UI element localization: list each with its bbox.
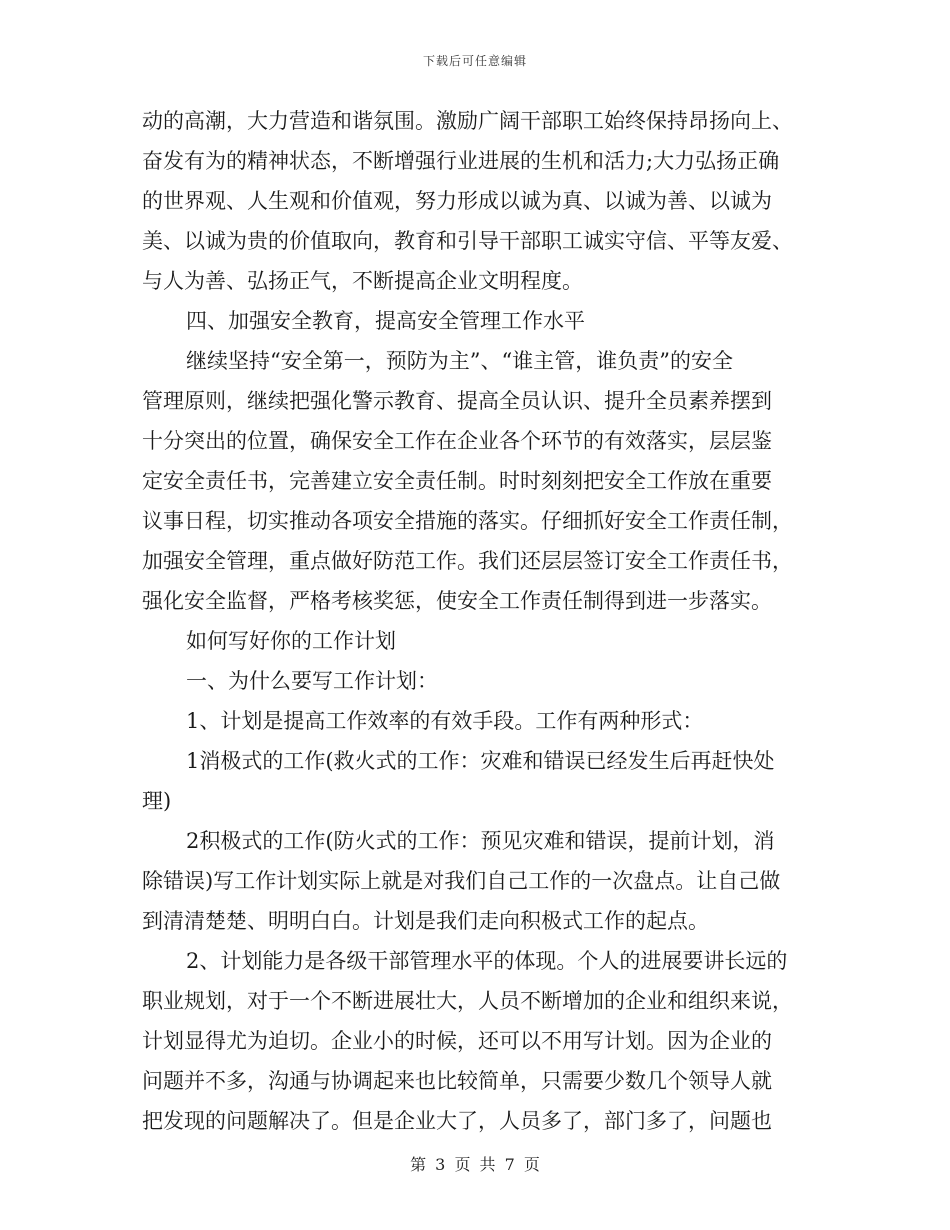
text-line: 与人为善、弘扬正气，不断提高企业文明程度。 <box>142 269 583 293</box>
text-line: 把发现的问题解决了。但是企业大了，人员多了，部门多了，问题也 <box>142 1109 772 1133</box>
text-line: 2积极式的工作(防火式的工作：预见灾难和错误，提前计划，消 <box>186 829 775 853</box>
text-line: 如何写好你的工作计划 <box>186 629 396 653</box>
text-line: 理) <box>142 789 172 813</box>
text-line: 管理原则，继续把强化警示教育、提高全员认识、提升全员素养摆到 <box>142 389 772 413</box>
text-line: 四、加强安全教育，提高安全管理工作水平 <box>186 309 585 333</box>
text-line: 定安全责任书，完善建立安全责任制。时时刻刻把安全工作放在重要 <box>142 469 772 493</box>
text-line: 职业规划，对于一个不断进展壮大，人员不断增加的企业和组织来说， <box>142 989 793 1013</box>
text-line: 2、计划能力是各级干部管理水平的体现。个人的进展要讲长远的 <box>186 949 788 973</box>
text-line: 继续坚持“安全第一，预防为主”、“谁主管，谁负责”的安全 <box>186 349 733 373</box>
text-line: 美、以诚为贵的价值取向，教育和引导干部职工诚实守信、平等友爱、 <box>142 229 793 253</box>
text-line: 除错误)写工作计划实际上就是对我们自己工作的一次盘点。让自己做 <box>142 869 781 893</box>
text-line: 1消极式的工作(救火式的工作：灾难和错误已经发生后再赶快处 <box>186 749 775 773</box>
text-line: 1、计划是提高工作效率的有效手段。工作有两种形式： <box>186 709 704 733</box>
text-line: 强化安全监督，严格考核奖惩，使安全工作责任制得到进一步落实。 <box>142 589 772 613</box>
text-line: 一、为什么要写工作计划： <box>186 669 438 693</box>
text-line: 奋发有为的精神状态，不断增强行业进展的生机和活力;大力弘扬正确 <box>142 149 780 173</box>
text-line: 的世界观、人生观和价值观，努力形成以诚为真、以诚为善、以诚为 <box>142 189 772 213</box>
body-text <box>142 101 810 1141</box>
text-line: 动的高潮，大力营造和谐氛围。激励广阔干部职工始终保持昂扬向上、 <box>142 109 793 133</box>
text-line: 议事日程，切实推动各项安全措施的落实。仔细抓好安全工作责任制， <box>142 509 793 533</box>
text-line: 计划显得尤为迫切。企业小的时候，还可以不用写计划。因为企业的 <box>142 1029 772 1053</box>
page-number: 第 3 页 共 7 页 <box>410 1155 540 1174</box>
text-line: 到清清楚楚、明明白白。计划是我们走向积极式工作的起点。 <box>142 909 709 933</box>
text-line: 十分突出的位置，确保安全工作在企业各个环节的有效落实，层层鉴 <box>142 429 772 453</box>
header-note: 下载后可任意编辑 <box>422 54 527 68</box>
text-line: 加强安全管理，重点做好防范工作。我们还层层签订安全工作责任书， <box>142 549 793 573</box>
text-line: 问题并不多，沟通与协调起来也比较简单，只需要少数几个领导人就 <box>142 1069 772 1093</box>
